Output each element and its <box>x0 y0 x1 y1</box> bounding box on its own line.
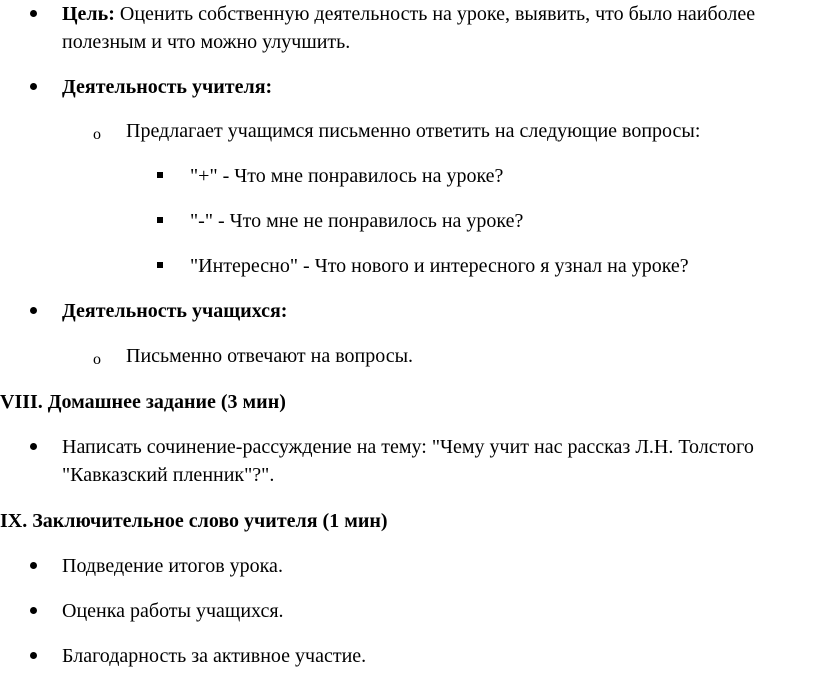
bullet-disc-icon <box>30 307 37 314</box>
conclusion-text: Оценка работы учащихся. <box>62 600 284 622</box>
students-activity-label: Деятельность учащихся: <box>62 300 288 322</box>
bullet-circle-icon: o <box>93 351 101 368</box>
goal-label: Цель: <box>62 3 115 25</box>
students-activity-subtext: Письменно отвечают на вопросы. <box>126 345 414 367</box>
bullet-disc-icon <box>30 83 37 90</box>
bullet-square-icon <box>157 217 163 223</box>
bullet-disc-icon <box>30 443 37 450</box>
goal-text-line2: полезным и что можно улучшить. <box>62 31 351 53</box>
bullet-disc-icon <box>30 652 37 659</box>
question-text: "+" - Что мне понравилось на уроке? <box>190 165 504 187</box>
conclusion-text: Подведение итогов урока. <box>62 555 283 577</box>
bullet-square-icon <box>157 172 163 178</box>
homework-text-line1: Написать сочинение-рассуждение на тему: "Чему учит нас рассказ Л.Н. Толстого <box>62 436 754 458</box>
question-text: "Интересно" - Что нового и интересного я узнал на уроке? <box>190 255 689 277</box>
homework-text-line2: "Кавказский пленник"?". <box>62 464 275 486</box>
teacher-activity-subtext: Предлагает учащимся письменно ответить на следующие вопросы: <box>126 120 701 142</box>
section-8-heading: VIII. Домашнее задание (3 мин) <box>0 391 286 413</box>
bullet-circle-icon: o <box>93 126 101 143</box>
question-text: "-" - Что мне не понравилось на уроке? <box>190 210 524 232</box>
bullet-disc-icon <box>30 607 37 614</box>
conclusion-text: Благодарность за активное участие. <box>62 645 367 667</box>
bullet-disc-icon <box>30 10 37 17</box>
teacher-activity-label: Деятельность учителя: <box>62 76 273 98</box>
section-9-heading: IX. Заключительное слово учителя (1 мин) <box>0 510 388 532</box>
bullet-square-icon <box>157 262 163 268</box>
goal-text: Оценить собственную деятельность на уроке, выявить, что было наиболее <box>114 3 756 25</box>
bullet-disc-icon <box>30 562 37 569</box>
